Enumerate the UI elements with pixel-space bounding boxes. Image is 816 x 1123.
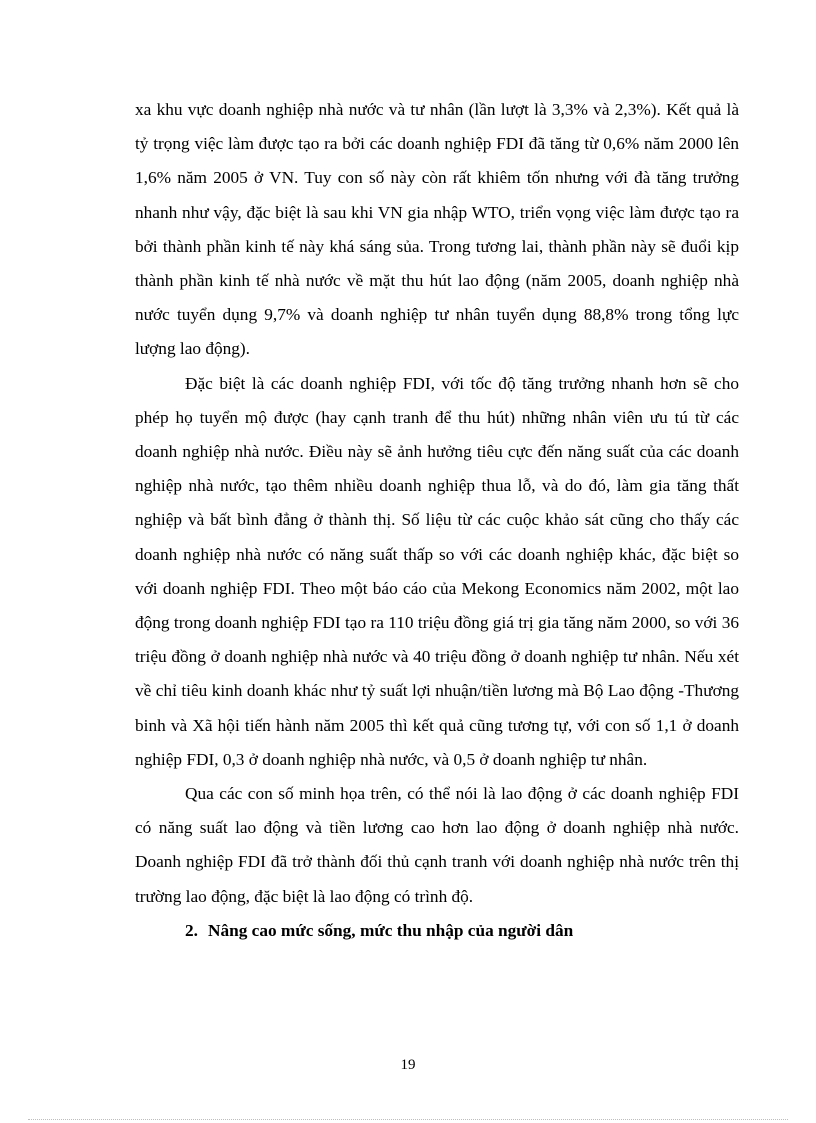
section-heading — [135, 914, 739, 948]
paragraph-2: Đặc biệt là các doanh nghiệp FDI, với tốc độ tăng trưởng nhanh hơn sẽ cho phép họ tuyển mộ được (hay cạnh tranh để thu hút) những nhân viên ưu tú từ các doanh nghiệp nhà nước. Điều này sẽ ảnh hưởng tiêu cực đến năng suất của các doanh nghiệp nhà nước, tạo thêm nhiều doanh nghiệp thua lỗ, và do đó, làm gia tăng thất nghiệp và bất bình đẳng ở thành thị. Số liệu từ các cuộc khảo sát cũng cho thấy các doanh nghiệp nhà nước có năng suất thấp so với các doanh nghiệp khác, đặc biệt so với doanh nghiệp FDI. Theo một báo cáo của Mekong Economics năm 2002, một lao động trong doanh nghiệp FDI tạo ra 110 triệu đồng giá trị gia tăng năm 2000, so với 36 triệu đồng ở doanh nghiệp nhà nước và 40 triệu đồng ở doanh nghiệp tư nhân. Nếu xét về chỉ tiêu kinh doanh khác như tỷ suất lợi nhuận/tiền lương mà Bộ Lao động -Thương binh và Xã hội tiến hành năm 2005 thì kết quả cũng tương tự, với con số 1,1 ở doanh nghiệp FDI, 0,3 ở doanh nghiệp nhà nước, và 0,5 ở doanh nghiệp tư nhân. — [135, 373, 739, 769]
section-heading-text: Nâng cao mức sống, mức thu nhập của người dân — [207, 920, 574, 940]
body-text — [135, 93, 739, 948]
section-heading-number: 2. — [185, 920, 198, 940]
page-number: 19 — [400, 1057, 416, 1073]
page-bottom-divider — [28, 1119, 788, 1120]
paragraph-3: Qua các con số minh họa trên, có thể nói là lao động ở các doanh nghiệp FDI có năng suất lao động và tiền lương cao hơn lao động ở doanh nghiệp nhà nước. Doanh nghiệp FDI đã trở thành đối thủ cạnh tranh với doanh nghiệp nhà nước trên thị trường lao động, đặc biệt là lao động có trình độ. — [135, 784, 739, 906]
paragraph-1: xa khu vực doanh nghiệp nhà nước và tư nhân (lần lượt là 3,3% và 2,3%). Kết quả là tỷ trọng việc làm được tạo ra bởi các doanh nghiệp FDI đã tăng từ 0,6% năm 2000 lên 1,6% năm 2005 ở VN. Tuy con số này còn rất khiêm tốn nhưng với đà tăng trưởng nhanh như vậy, đặc biệt là sau khi VN gia nhập WTO, triển vọng việc làm được tạo ra bởi thành phần kinh tế này khá sáng sủa. Trong tương lai, thành phần này sẽ đuổi kịp thành phần kinh tế nhà nước về mặt thu hút lao động (năm 2005, doanh nghiệp nhà nước tuyển dụng 9,7% và doanh nghiệp tư nhân tuyển dụng 88,8% trong tổng lực lượng lao động). — [135, 100, 739, 359]
